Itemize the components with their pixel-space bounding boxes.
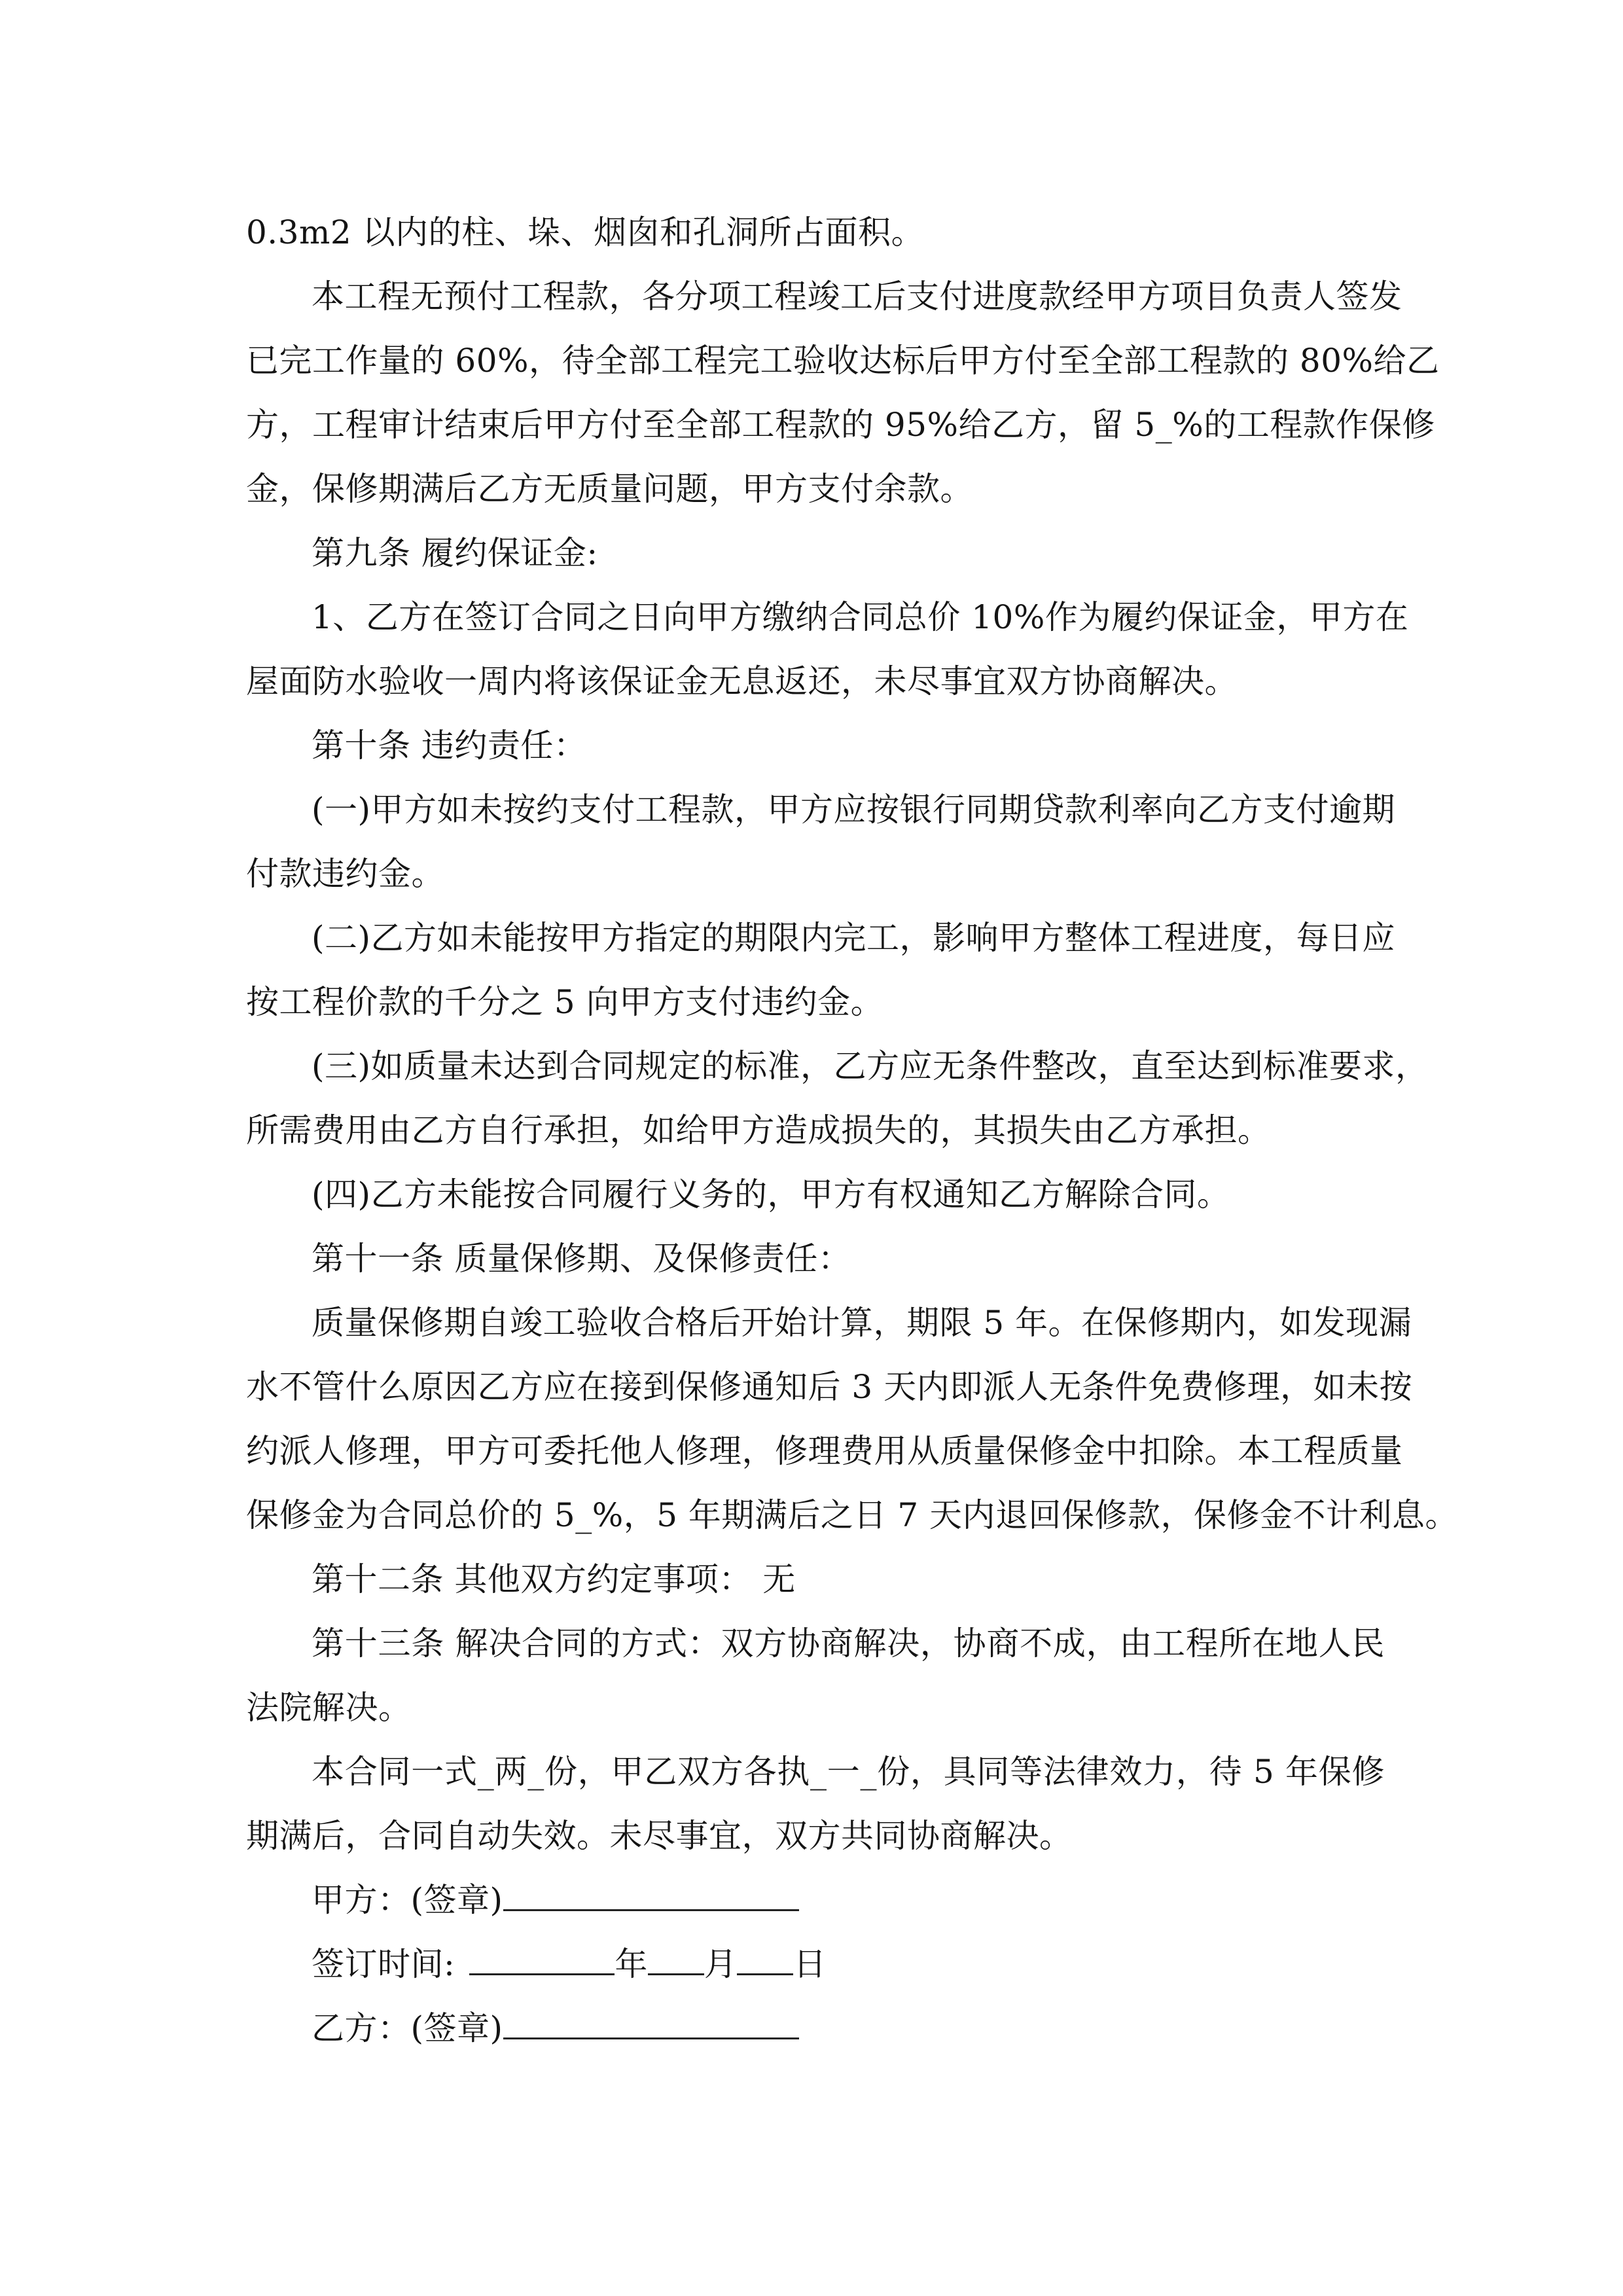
- day-label: 日: [793, 1945, 827, 1983]
- body-line: 方，工程审计结束后甲方付至全部工程款的 95%给乙方，留 5_%的工程款作保修: [246, 406, 1435, 444]
- body-line: 期满后，合同自动失效。未尽事宜，双方共同协商解决。: [246, 1817, 1073, 1855]
- article-heading: 第十一条 质量保修期、及保修责任：: [312, 1240, 851, 1278]
- party-a-label: 甲方：(签章): [312, 1881, 503, 1919]
- body-line: 所需费用由乙方自行承担，如给甲方造成损失的，其损失由乙方承担。: [246, 1111, 1271, 1149]
- body-line: 法院解决。: [246, 1689, 412, 1727]
- body-line: (二)乙方如未能按甲方指定的期限内完工，影响甲方整体工程进度，每日应: [312, 919, 1396, 957]
- body-line: (四)乙方未能按合同履行义务的，甲方有权通知乙方解除合同。: [312, 1175, 1230, 1213]
- party-a-signature-row: [246, 1868, 1385, 1932]
- body-line: 付款违约金。: [246, 855, 444, 893]
- article-heading: 第十三条 解决合同的方式：双方协商解决，协商不成，由工程所在地人民: [312, 1624, 1385, 1662]
- body-line: 0.3m2 以内的柱、垛、烟囱和孔洞所占面积。: [246, 213, 925, 251]
- month-blank[interactable]: [648, 1935, 704, 1975]
- contract-body: [246, 200, 1459, 2060]
- party-b-signature-blank[interactable]: [503, 2000, 799, 2039]
- body-line: 质量保修期自竣工验收合格后开始计算，期限 5 年。在保修期内，如发现漏: [312, 1304, 1412, 1342]
- body-line: 本工程无预付工程款，各分项工程竣工后支付进度款经甲方项目负责人签发: [312, 278, 1402, 315]
- party-a-signature-blank[interactable]: [503, 1871, 799, 1911]
- sign-date-label: 签订时间:: [312, 1945, 455, 1983]
- body-line: 1、乙方在签订合同之日向甲方缴纳合同总价 10%作为履约保证金，甲方在: [312, 598, 1409, 636]
- month-label: 月: [704, 1945, 738, 1983]
- body-line: (三)如质量未达到合同规定的标准，乙方应无条件整改，直至达到标准要求，: [312, 1047, 1429, 1085]
- body-line: 约派人修理，甲方可委托他人修理，修理费用从质量保修金中扣除。本工程质量: [246, 1432, 1403, 1470]
- article-heading: 第十条 违约责任：: [312, 726, 587, 764]
- body-line: 水不管什么原因乙方应在接到保修通知后 3 天内即派人无条件免费修理，如未按: [246, 1368, 1413, 1406]
- body-line: 已完工作量的 60%，待全部工程完工验收达标后甲方付至全部工程款的 80%给乙: [246, 342, 1440, 380]
- body-line: 金，保修期满后乙方无质量问题，甲方支付余款。: [246, 470, 973, 508]
- year-label: 年: [615, 1945, 648, 1983]
- body-line: 屋面防水验收一周内将该保证金无息返还，未尽事宜双方协商解决。: [246, 662, 1238, 700]
- year-blank[interactable]: [469, 1935, 615, 1975]
- party-b-signature-row: [246, 1996, 1385, 2060]
- day-blank[interactable]: [737, 1935, 793, 1975]
- body-line: (一)甲方如未按约支付工程款，甲方应按银行同期贷款利率向乙方支付逾期: [312, 791, 1396, 829]
- body-line: 本合同一式_两_份，甲乙双方各执_一_份，具同等法律效力，待 5 年保修: [312, 1753, 1385, 1791]
- article-heading: 第九条 履约保证金:: [312, 534, 598, 572]
- party-b-label: 乙方：(签章): [312, 2009, 503, 2047]
- article-heading: 第十二条 其他双方约定事项： 无: [312, 1560, 796, 1598]
- body-line: 保修金为合同总价的 5_%，5 年期满后之日 7 天内退回保修款，保修金不计利息。: [246, 1496, 1459, 1534]
- sign-date-row: [246, 1932, 1385, 1996]
- body-line: 按工程价款的千分之 5 向甲方支付违约金。: [246, 983, 884, 1021]
